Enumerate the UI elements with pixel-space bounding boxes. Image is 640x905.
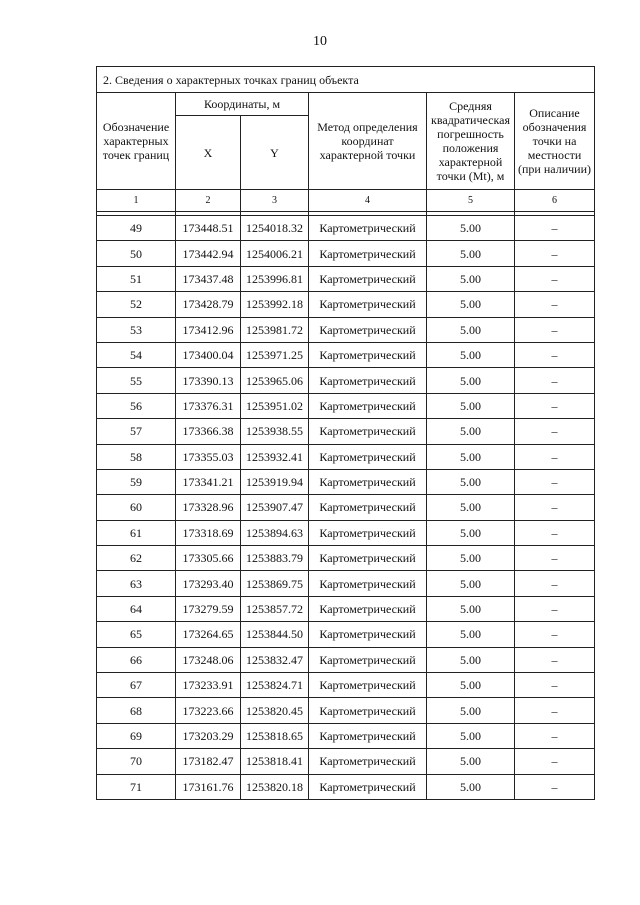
table-row [97, 393, 595, 418]
header-description: Описание обозначения точки на местности (при наличии) [515, 93, 595, 190]
accuracy: 5.00 [427, 342, 515, 367]
coord-x: 173412.96 [176, 317, 241, 342]
point-number: 71 [97, 774, 176, 799]
description: – [515, 469, 595, 494]
method: Картометрический [309, 546, 427, 571]
method: Картометрический [309, 292, 427, 317]
table-row [97, 749, 595, 774]
coord-x: 173355.03 [176, 444, 241, 469]
coord-y: 1253951.02 [241, 393, 309, 418]
point-number: 53 [97, 317, 176, 342]
method: Картометрический [309, 520, 427, 545]
point-number: 58 [97, 444, 176, 469]
coord-x: 173328.96 [176, 495, 241, 520]
accuracy: 5.00 [427, 647, 515, 672]
point-number: 50 [97, 241, 176, 266]
accuracy: 5.00 [427, 241, 515, 266]
accuracy: 5.00 [427, 723, 515, 748]
method: Картометрический [309, 723, 427, 748]
coord-y: 1253824.71 [241, 673, 309, 698]
page-number: 10 [313, 34, 327, 49]
point-number: 49 [97, 216, 176, 241]
coord-y: 1253932.41 [241, 444, 309, 469]
method: Картометрический [309, 342, 427, 367]
coord-x: 173233.91 [176, 673, 241, 698]
coord-x: 173448.51 [176, 216, 241, 241]
table-row [97, 317, 595, 342]
coord-x: 173390.13 [176, 368, 241, 393]
coord-x: 173442.94 [176, 241, 241, 266]
header-designation: Обозначение характерных точек границ [97, 93, 176, 190]
coord-y: 1253883.79 [241, 546, 309, 571]
description: – [515, 673, 595, 698]
description: – [515, 571, 595, 596]
coord-x: 173223.66 [176, 698, 241, 723]
accuracy: 5.00 [427, 469, 515, 494]
table-row [97, 216, 595, 241]
method: Картометрический [309, 571, 427, 596]
header-accuracy: Средняя квадратическая погрешность положения характерной точки (Mt), м [427, 93, 515, 190]
accuracy: 5.00 [427, 622, 515, 647]
table-row [97, 266, 595, 291]
point-number: 54 [97, 342, 176, 367]
table-row [97, 622, 595, 647]
accuracy: 5.00 [427, 419, 515, 444]
table-row [97, 546, 595, 571]
coord-y: 1253832.47 [241, 647, 309, 672]
coord-y: 1253844.50 [241, 622, 309, 647]
column-number: 6 [515, 190, 595, 212]
description: – [515, 241, 595, 266]
table-row [97, 469, 595, 494]
column-number: 5 [427, 190, 515, 212]
point-number: 59 [97, 469, 176, 494]
description: – [515, 698, 595, 723]
table-row [97, 520, 595, 545]
coord-x: 173279.59 [176, 596, 241, 621]
coord-x: 173203.29 [176, 723, 241, 748]
point-number: 52 [97, 292, 176, 317]
table-row [97, 673, 595, 698]
table-row [97, 723, 595, 748]
method: Картометрический [309, 266, 427, 291]
coord-x: 173366.38 [176, 419, 241, 444]
accuracy: 5.00 [427, 571, 515, 596]
description: – [515, 647, 595, 672]
coord-y: 1253907.47 [241, 495, 309, 520]
table-row [97, 241, 595, 266]
method: Картометрический [309, 749, 427, 774]
coord-y: 1253996.81 [241, 266, 309, 291]
accuracy: 5.00 [427, 393, 515, 418]
method: Картометрический [309, 393, 427, 418]
method: Картометрический [309, 419, 427, 444]
description: – [515, 292, 595, 317]
method: Картометрический [309, 774, 427, 799]
column-number: 2 [176, 190, 241, 212]
accuracy: 5.00 [427, 596, 515, 621]
description: – [515, 495, 595, 520]
accuracy: 5.00 [427, 774, 515, 799]
coord-x: 173437.48 [176, 266, 241, 291]
coord-x: 173182.47 [176, 749, 241, 774]
accuracy: 5.00 [427, 216, 515, 241]
section-title: 2. Сведения о характерных точках границ объекта [97, 67, 595, 93]
point-number: 62 [97, 546, 176, 571]
accuracy: 5.00 [427, 317, 515, 342]
column-number: 3 [241, 190, 309, 212]
method: Картометрический [309, 673, 427, 698]
description: – [515, 622, 595, 647]
description: – [515, 774, 595, 799]
point-number: 60 [97, 495, 176, 520]
coord-y: 1253981.72 [241, 317, 309, 342]
point-number: 67 [97, 673, 176, 698]
coord-y: 1253919.94 [241, 469, 309, 494]
accuracy: 5.00 [427, 266, 515, 291]
table-row [97, 774, 595, 799]
point-number: 57 [97, 419, 176, 444]
header-method: Метод определения координат характерной точки [309, 93, 427, 190]
table-row [97, 698, 595, 723]
boundary-points-table [96, 66, 595, 800]
coord-y: 1253894.63 [241, 520, 309, 545]
method: Картометрический [309, 368, 427, 393]
description: – [515, 342, 595, 367]
point-number: 65 [97, 622, 176, 647]
point-number: 56 [97, 393, 176, 418]
table-row [97, 342, 595, 367]
column-number: 4 [309, 190, 427, 212]
description: – [515, 419, 595, 444]
accuracy: 5.00 [427, 368, 515, 393]
header-x: X [176, 116, 241, 190]
column-number: 1 [97, 190, 176, 212]
description: – [515, 393, 595, 418]
method: Картометрический [309, 698, 427, 723]
coord-y: 1253965.06 [241, 368, 309, 393]
coord-y: 1253820.45 [241, 698, 309, 723]
description: – [515, 216, 595, 241]
table-row [97, 292, 595, 317]
accuracy: 5.00 [427, 495, 515, 520]
description: – [515, 546, 595, 571]
description: – [515, 723, 595, 748]
table-row [97, 419, 595, 444]
coord-y: 1253820.18 [241, 774, 309, 799]
coord-x: 173400.04 [176, 342, 241, 367]
table-row [97, 596, 595, 621]
accuracy: 5.00 [427, 444, 515, 469]
coord-x: 173376.31 [176, 393, 241, 418]
description: – [515, 368, 595, 393]
method: Картометрический [309, 495, 427, 520]
point-number: 61 [97, 520, 176, 545]
coord-x: 173248.06 [176, 647, 241, 672]
coord-y: 1254006.21 [241, 241, 309, 266]
coord-y: 1253857.72 [241, 596, 309, 621]
coord-x: 173341.21 [176, 469, 241, 494]
coord-y: 1253818.41 [241, 749, 309, 774]
coord-x: 173161.76 [176, 774, 241, 799]
table-row [97, 495, 595, 520]
coord-y: 1253818.65 [241, 723, 309, 748]
method: Картометрический [309, 241, 427, 266]
method: Картометрический [309, 444, 427, 469]
header-y: Y [241, 116, 309, 190]
table-row [97, 571, 595, 596]
method: Картометрический [309, 596, 427, 621]
table-body [97, 216, 595, 800]
table-row [97, 647, 595, 672]
accuracy: 5.00 [427, 673, 515, 698]
description: – [515, 317, 595, 342]
header-coordinates: Координаты, м [176, 93, 309, 116]
description: – [515, 520, 595, 545]
point-number: 64 [97, 596, 176, 621]
point-number: 55 [97, 368, 176, 393]
coord-y: 1253992.18 [241, 292, 309, 317]
coord-y: 1253971.25 [241, 342, 309, 367]
method: Картометрический [309, 317, 427, 342]
table-row [97, 444, 595, 469]
coord-x: 173318.69 [176, 520, 241, 545]
accuracy: 5.00 [427, 749, 515, 774]
coord-y: 1253869.75 [241, 571, 309, 596]
description: – [515, 749, 595, 774]
coord-y: 1254018.32 [241, 216, 309, 241]
method: Картометрический [309, 622, 427, 647]
coord-x: 173293.40 [176, 571, 241, 596]
method: Картометрический [309, 469, 427, 494]
point-number: 51 [97, 266, 176, 291]
coord-x: 173428.79 [176, 292, 241, 317]
point-number: 70 [97, 749, 176, 774]
description: – [515, 444, 595, 469]
accuracy: 5.00 [427, 292, 515, 317]
method: Картометрический [309, 647, 427, 672]
table-row [97, 368, 595, 393]
description: – [515, 266, 595, 291]
accuracy: 5.00 [427, 698, 515, 723]
description: – [515, 596, 595, 621]
point-number: 63 [97, 571, 176, 596]
method: Картометрический [309, 216, 427, 241]
coord-x: 173305.66 [176, 546, 241, 571]
point-number: 68 [97, 698, 176, 723]
coord-x: 173264.65 [176, 622, 241, 647]
point-number: 69 [97, 723, 176, 748]
point-number: 66 [97, 647, 176, 672]
accuracy: 5.00 [427, 520, 515, 545]
accuracy: 5.00 [427, 546, 515, 571]
coord-y: 1253938.55 [241, 419, 309, 444]
